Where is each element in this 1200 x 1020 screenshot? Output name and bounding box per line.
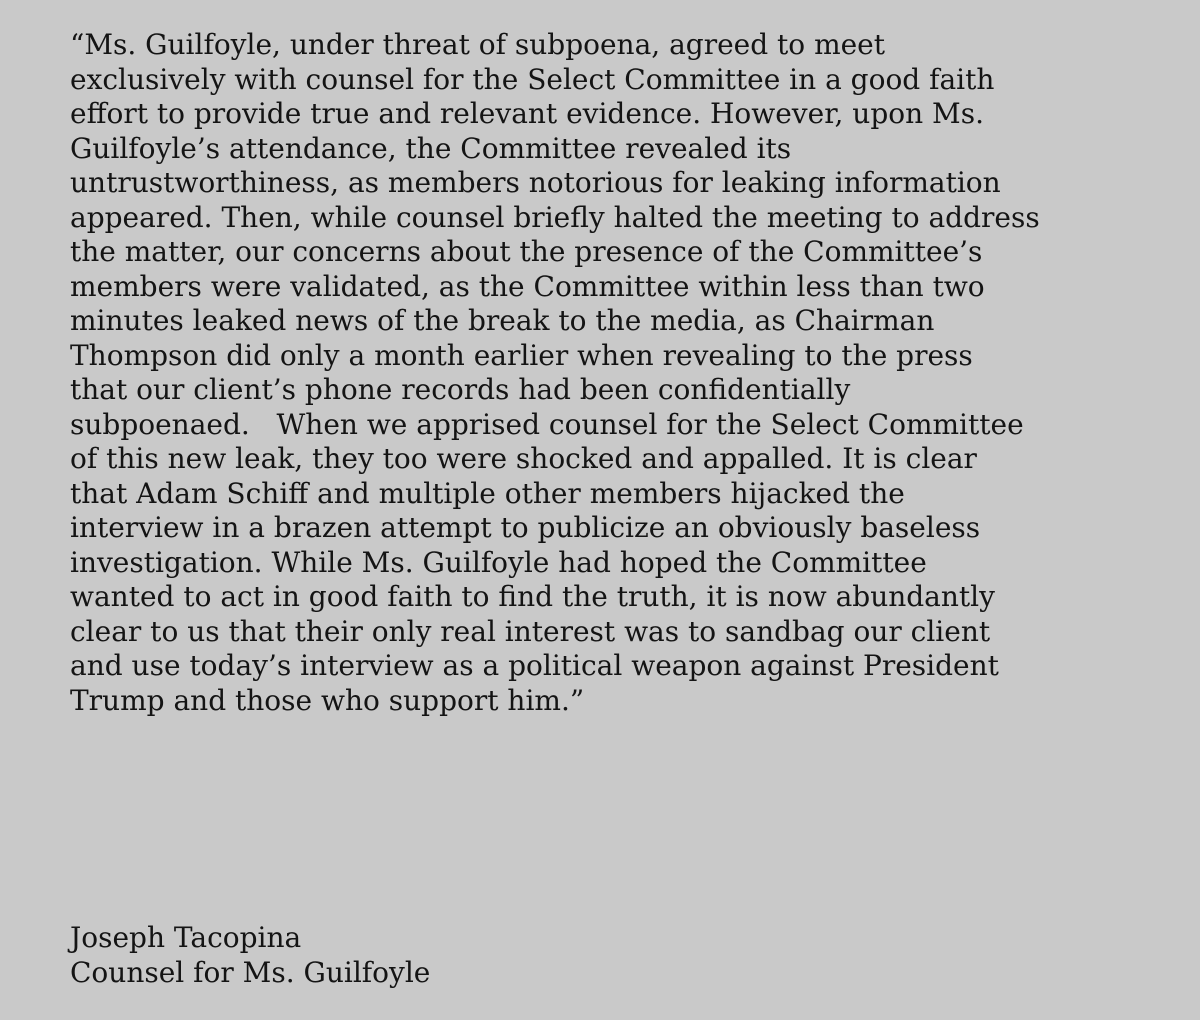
signature-name: Joseph Tacopina bbox=[70, 921, 302, 954]
signature-block bbox=[70, 921, 430, 990]
statement-line: that our client’s phone records had been confidentially bbox=[70, 373, 851, 406]
statement-line: minutes leaked news of the break to the media, as Chairman bbox=[70, 304, 935, 337]
statement-line: clear to us that their only real interest was to sandbag our client bbox=[70, 614, 991, 648]
statement-line: subpoenaed. When we apprised counsel for the Select Committee bbox=[70, 407, 1024, 441]
statement-line: that Adam Schiff and multiple other members hijacked the bbox=[70, 476, 905, 510]
statement-quote bbox=[70, 28, 1150, 718]
statement-line: appeared. Then, while counsel briefly halted the meeting to address bbox=[70, 200, 1040, 234]
statement-line: “Ms. Guilfoyle, under threat of subpoena, agreed to meet bbox=[70, 28, 886, 61]
statement-line: wanted to act in good faith to find the truth, it is now abundantly bbox=[70, 580, 995, 613]
statement-line: of this new leak, they too were shocked and appalled. It is clear bbox=[70, 442, 977, 475]
statement-line: effort to provide true and relevant evidence. However, upon Ms. bbox=[70, 97, 984, 130]
statement-line: the matter, our concerns about the presence of the Committee’s bbox=[70, 235, 983, 268]
statement-line: exclusively with counsel for the Select Committee in a good faith bbox=[70, 62, 995, 96]
statement-line: Guilfoyle’s attendance, the Committee revealed its bbox=[70, 131, 792, 165]
statement-line: untrustworthiness, as members notorious for leaking information bbox=[70, 166, 1001, 199]
statement-line: members were validated, as the Committee within less than two bbox=[70, 269, 985, 303]
signature-title: Counsel for Ms. Guilfoyle bbox=[70, 955, 431, 989]
statement-line: investigation. While Ms. Guilfoyle had hoped the Committee bbox=[70, 545, 927, 579]
statement-line: Trump and those who support him.” bbox=[70, 683, 585, 717]
statement-line: interview in a brazen attempt to publicize an obviously baseless bbox=[70, 511, 981, 544]
statement-line: and use today’s interview as a political weapon against President bbox=[70, 649, 999, 682]
statement-line: Thompson did only a month earlier when revealing to the press bbox=[70, 338, 973, 372]
